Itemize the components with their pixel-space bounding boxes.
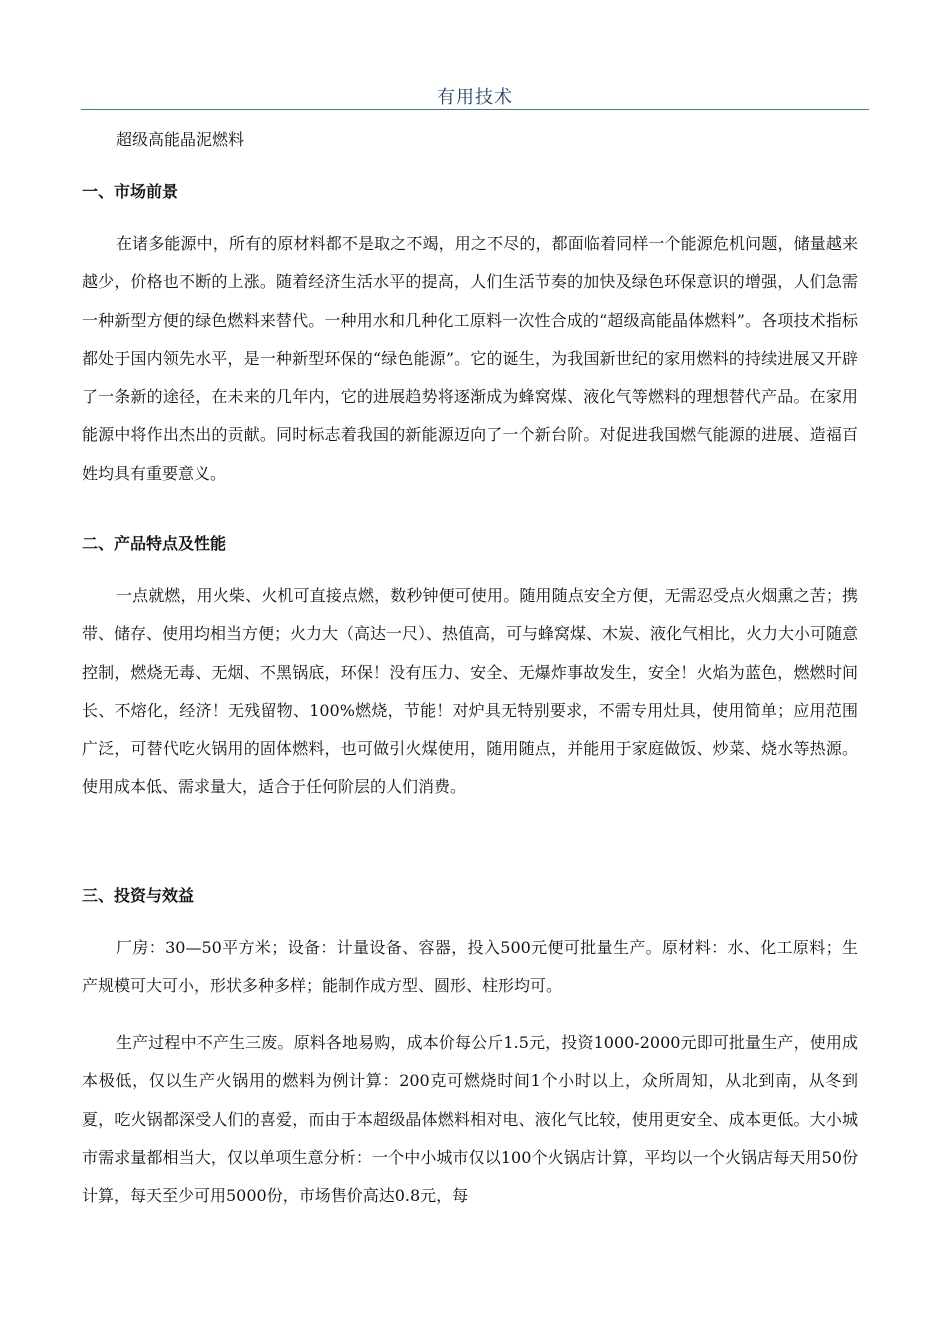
section-paragraph: 厂房：30—50平方米；设备：计量设备、容器，投入500元便可批量生产。原材料：水、化工原料；生产规模可大可小，形状多种多样；能制作成方型、圆形、柱形均可。 bbox=[82, 938, 858, 996]
section-paragraph: 一点就燃，用火柴、火机可直接点燃，数秒钟便可使用。随用随点安全方便，无需忍受点火烟熏之苦；携带、储存、使用均相当方便；火力大（高达一尺）、热值高，可与蜂窝煤、木炭、液化气相比，火力大小可随意控制，燃烧无毒、无烟、不黑锅底，环保！没有压力、安全、无爆炸事故发生，安全！火焰为蓝色，燃燃时间长、不熔化，经济！无残留物、100%燃烧，节能！对炉具无特别要求，不需专用灶具，使用简单；应用范围广泛，可替代吃火锅用的固体燃料，也可做引火煤使用，随用随点，并能用于家庭做饭、炒菜、烧水等热源。使用成本低、需求量大，适合于任何阶层的人们消费。 bbox=[82, 586, 859, 797]
section-paragraph: 在诸多能源中，所有的原材料都不是取之不竭，用之不尽的，都面临着同样一个能源危机问题，储量越来越少，价格也不断的上涨。随着经济生活水平的提高，人们生活节奏的加快及绿色环保意识的增强，人们急需一种新型方便的绿色燃料来替代。一种用水和几种化工原料一次性合成的“超级高能晶体燃料”。各项技术指标都处于国内领先水平，是一种新型环保的“绿色能源”。它的诞生，为我国新世纪的家用燃料的持续进展又开辟了一条新的途径，在未来的几年内，它的进展趋势将逐渐成为蜂窝煤、液化气等燃料的理想替代产品。在家用能源中将作出杰出的贡献。同时标志着我国的新能源迈向了一个新台阶。对促进我国燃气能源的进展、造福百姓均具有重要意义。 bbox=[82, 234, 858, 483]
header-divider bbox=[81, 109, 869, 110]
section-paragraph: 生产过程中不产生三废。原料各地易购，成本价每公斤1.5元，投资1000-2000元即可批量生产，使用成本极低，仅以生产火锅用的燃料为例计算：200克可燃烧时间1个小时以上，众所周知，从北到南，从冬到夏，吃火锅都深受人们的喜爱，而由于本超级晶体燃料相对电、液化气比较，使用更安全、成本更低。大小城市需求量都相当大，仅以单项生意分析：一个中小城市仅以100个火锅店计算，平均以一个火锅店每天用50份计算，每天至少可用5000份，市场售价高达0.8元，每 bbox=[82, 1033, 858, 1206]
section-heading-market: 一、市场前景 bbox=[82, 182, 179, 201]
section-heading-investment: 三、投资与效益 bbox=[82, 886, 195, 905]
document-title: 超级高能晶泥燃料 bbox=[116, 130, 245, 149]
page-header-title: 有用技术 bbox=[437, 87, 513, 108]
section-heading-features: 二、产品特点及性能 bbox=[82, 534, 227, 553]
